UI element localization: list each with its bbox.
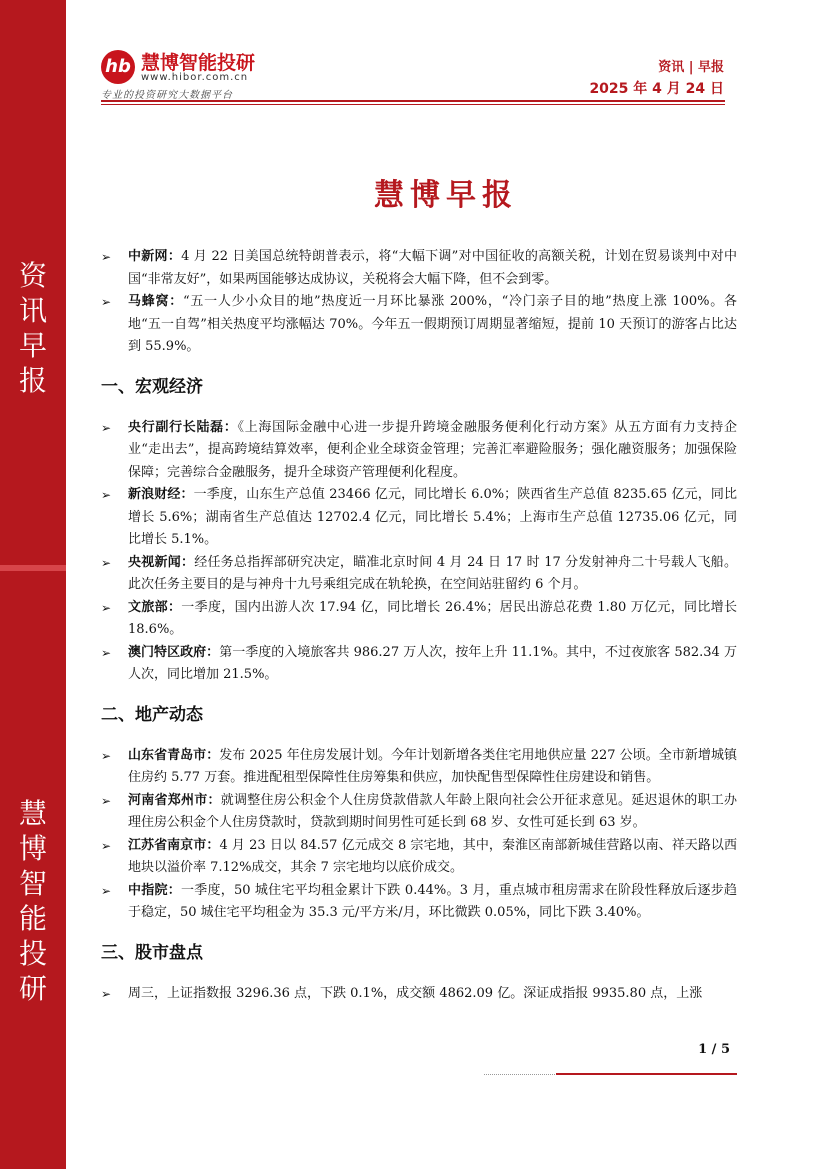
page-title: 慧博早报 <box>374 178 518 213</box>
arrow-bullet-icon: ➢ <box>101 838 112 853</box>
news-text: 一季度，50 城住宅平均租金累计下跌 0.44%。3 月，重点城市租房需求在阶段性释放后逐步趋于稳定，50 城住宅平均租金为 35.3 元/平方米/月，环比微跌 0.05%，同比下跌 3.40%。 <box>128 882 737 920</box>
news-text: 一季度，国内出游人次 17.94 亿，同比增长 26.4%；居民出游总花费 1.80 万亿元，同比增长 18.6%。 <box>128 599 737 637</box>
news-text: 第一季度的入境旅客共 986.27 万人次，按年上升 11.1%。其中，不过夜旅客 582.34 万人次，同比增加 21.5%。 <box>128 644 737 682</box>
news-source: 马蜂窝： <box>128 294 183 309</box>
arrow-bullet-icon: ➢ <box>101 793 112 808</box>
news-source: 央行副行长陆磊： <box>128 419 238 435</box>
sidebar-char: 研 <box>18 972 47 1005</box>
news-source: 新浪财经： <box>128 487 194 502</box>
arrow-bullet-icon: ➢ <box>101 600 112 615</box>
news-item <box>101 642 737 687</box>
news-item <box>101 552 737 597</box>
news-text: “五一人少小众目的地”热度近一月环比暴涨 200%，“冷门亲子目的地”热度上涨 100%。各地“五一自驾”相关热度平均涨幅达 70%。今年五一假期预订周期显著缩短，提前 10 天预订的游客占比达到 55.9%。 <box>128 294 737 354</box>
arrow-bullet-icon: ➢ <box>101 250 112 264</box>
news-text: 发布 2025 年住房发展计划。今年计划新增各类住宅用地供应量 227 公顷。全市新增城镇住房约 5.77 万套。推进配租型保障性住房筹集和供应，加快配售型保障性住房建设和销售。 <box>128 747 737 785</box>
section-heading-macro: 一、宏观经济 <box>101 376 203 397</box>
sidebar-char: 博 <box>18 832 47 865</box>
news-source: 山东省青岛市： <box>128 747 220 763</box>
news-text: 就调整住房公积金个人住房贷款借款人年龄上限向社会公开征求意见。延迟退休的职工办理住房公积金个人住房贷款时，贷款到期时间男性可延长到 68 岁、女性可延长到 63 岁。 <box>128 792 737 830</box>
sidebar-char: 投 <box>18 937 47 970</box>
header-rule-thin <box>101 104 725 105</box>
logo-name: 慧博智能投研 <box>141 52 256 74</box>
section-heading-property: 二、地产动态 <box>101 704 203 725</box>
main-content <box>101 246 737 1005</box>
news-item <box>101 880 737 925</box>
arrow-bullet-icon: ➢ <box>101 488 112 502</box>
brand-logo <box>101 47 301 107</box>
arrow-bullet-icon: ➢ <box>101 986 112 1001</box>
sidebar-char: 能 <box>18 902 47 935</box>
news-item <box>101 790 737 835</box>
doc-date: 2025 年 4 月 24 日 <box>589 81 724 97</box>
arrow-bullet-icon: ➢ <box>101 748 112 763</box>
news-text: 4 月 23 日以 84.57 亿元成交 8 宗宅地，其中，秦淮区南部新城佳营路以南、祥天路以西地块以溢价率 7.12%成交，其余 7 宗宅地均以底价成交。 <box>128 837 737 875</box>
section-heading-stock: 三、股市盘点 <box>101 942 203 963</box>
arrow-bullet-icon: ➢ <box>101 555 112 570</box>
footer-rule-accent <box>556 1073 737 1075</box>
news-item <box>101 484 737 552</box>
sidebar-band <box>0 0 66 1169</box>
news-source: 文旅部： <box>128 599 182 615</box>
page-number: 1 / 5 <box>698 1042 730 1057</box>
news-text: 4 月 22 日美国总统特朗普表示，将“大幅下调”对中国征收的高额关税，计划在贸易谈判中对中国“非常友好”，如果两国能够达成协议，关税将会大幅下降，但不会到零。 <box>128 249 737 287</box>
news-item <box>101 983 737 1006</box>
header-meta <box>589 59 724 99</box>
news-source: 江苏省南京市： <box>128 837 220 853</box>
news-item <box>101 291 737 359</box>
logo-slogan: 专业的投资研究大数据平台 <box>101 90 233 101</box>
news-source: 澳门特区政府： <box>128 644 220 660</box>
arrow-bullet-icon: ➢ <box>101 645 112 660</box>
logo-mark-icon: hb <box>101 50 135 84</box>
news-source: 中指院： <box>128 882 181 898</box>
news-text: 经任务总指挥部研究决定，瞄准北京时间 4 月 24 日 17 时 17 分发射神舟二十号载人飞船。此次任务主要目的是与神舟十九号乘组完成在轨轮换，在空间站驻留约 6 个月。 <box>128 554 737 592</box>
sidebar-label-zixun-zaobao <box>0 258 66 398</box>
news-text: 周三，上证指数报 3296.36 点，下跌 0.1%，成交额 4862.09 亿。深证成指报 9935.80 点，上涨 <box>128 985 703 1001</box>
sidebar-char: 慧 <box>18 797 47 830</box>
sidebar-char: 报 <box>18 364 47 397</box>
sidebar-char: 资 <box>18 259 47 292</box>
sidebar-char: 早 <box>18 329 47 362</box>
news-source: 中新网： <box>128 249 182 264</box>
doc-category: 资讯 | 早报 <box>658 60 724 75</box>
news-item <box>101 835 737 880</box>
sidebar-label-brand <box>0 796 66 1006</box>
news-item <box>101 417 737 485</box>
sidebar-char: 讯 <box>18 294 47 327</box>
arrow-bullet-icon: ➢ <box>101 883 112 898</box>
news-text: 一季度，山东生产总值 23466 亿元，同比增长 6.0%；陕西省生产总值 8235.65 亿元，同比增长 5.6%；湖南省生产总值达 12702.4 亿元，同比增长 5.4%；上海市生产总值 12735.06 亿元，同比增长 5.1%。 <box>128 487 737 547</box>
arrow-bullet-icon: ➢ <box>101 420 112 435</box>
news-text: 《上海国际金融中心进一步提升跨境金融服务便利化行动方案》从五方面有力支持企业“走出去”，提高跨境结算效率，便利企业全球资金管理；完善汇率避险服务；强化融资服务；加强保险保障；完善综合金融服务，提升全球资产管理便利化程度。 <box>128 419 737 480</box>
news-item <box>101 745 737 790</box>
news-source: 央视新闻： <box>128 554 195 570</box>
news-source: 河南省郑州市： <box>128 792 221 808</box>
logo-url: www.hibor.com.cn <box>141 72 249 83</box>
news-item <box>101 597 737 642</box>
sidebar-char: 智 <box>18 867 47 900</box>
header-rule <box>101 100 725 102</box>
sidebar-divider <box>0 565 66 571</box>
arrow-bullet-icon: ➢ <box>101 295 112 309</box>
news-item <box>101 246 737 291</box>
